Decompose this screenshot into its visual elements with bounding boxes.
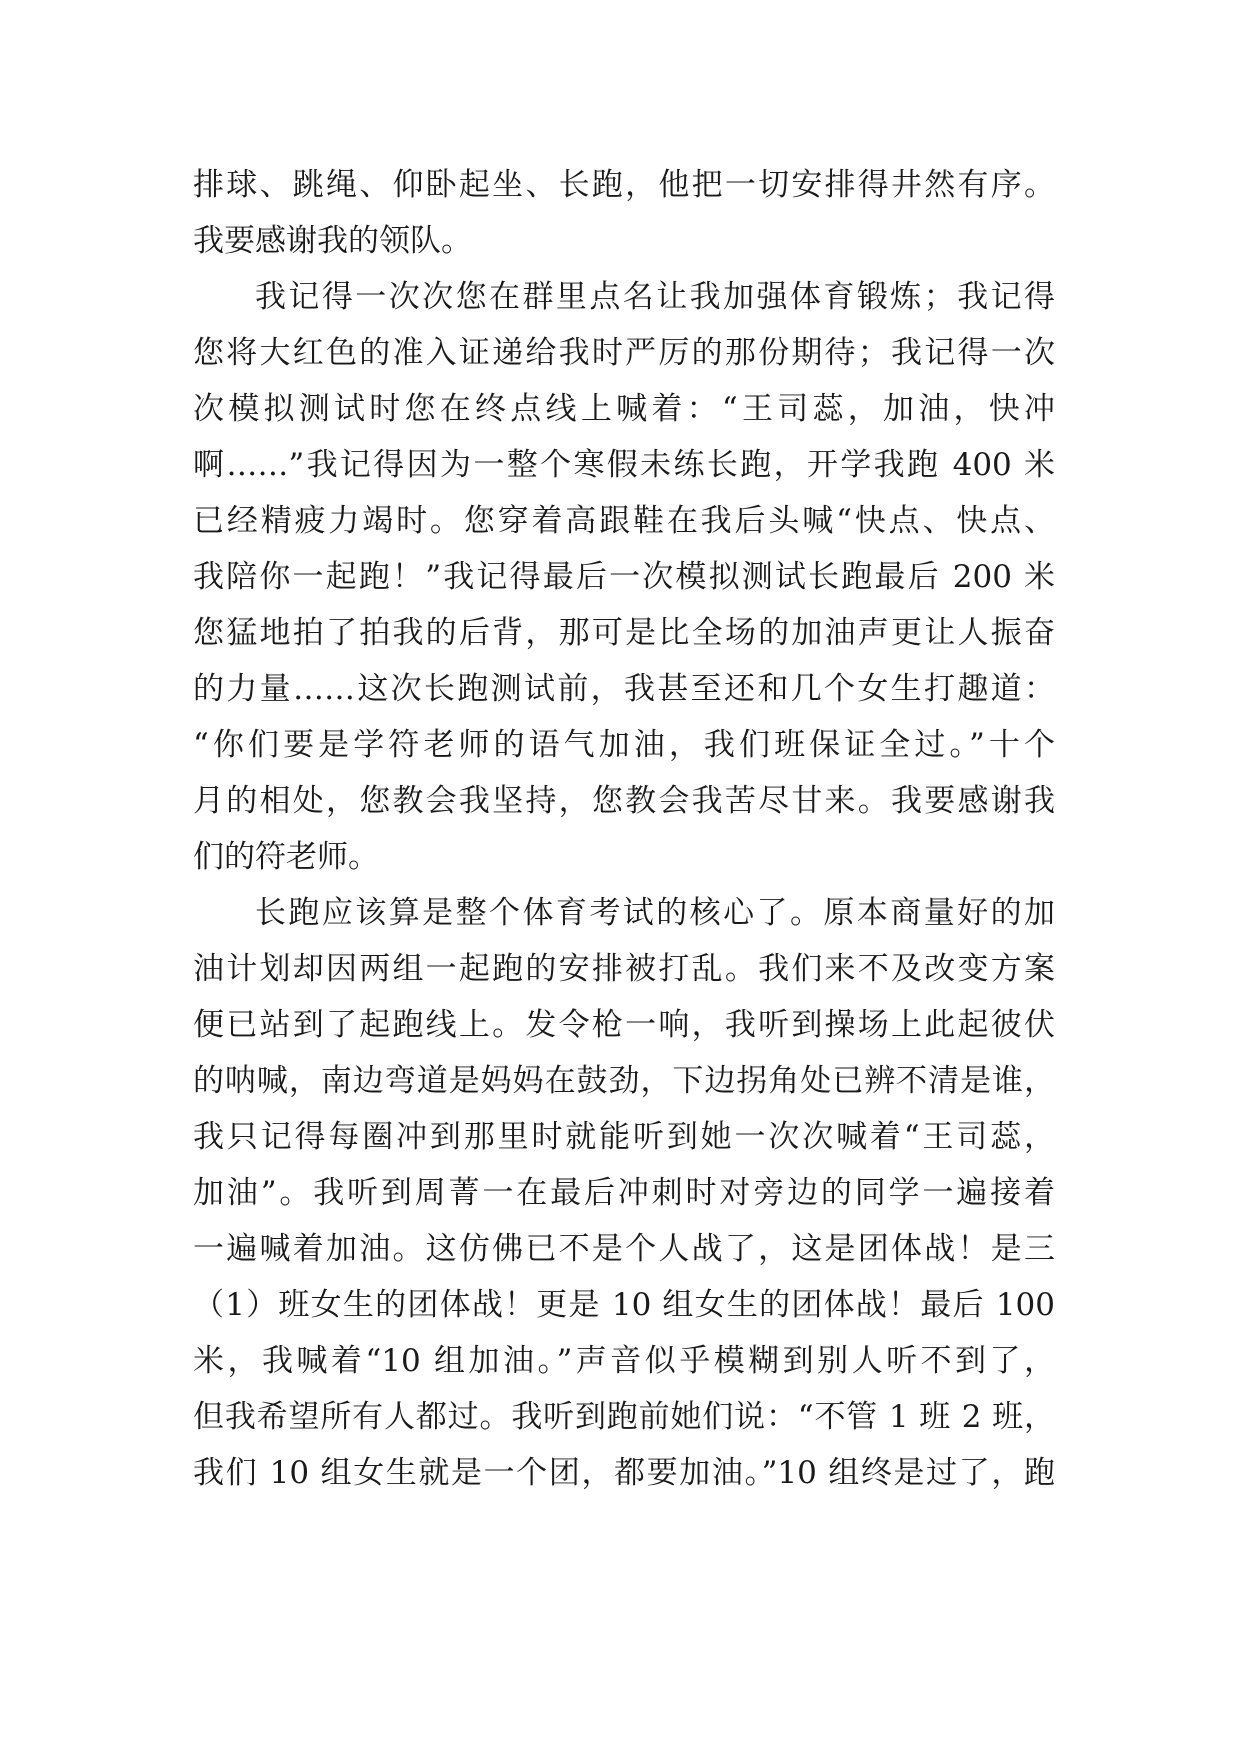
text-line-11: “你们要是学符老师的语气加油，我们班保证全过。”十个	[193, 727, 1055, 763]
text-line-19: 加油”。我听到周菁一在最后冲刺时对旁边的同学一遍接着	[193, 1175, 1055, 1211]
text-line-5: 次模拟测试时您在终点线上喊着：“王司蕊，加油，快冲	[193, 391, 1055, 427]
text-line-7: 已经精疲力竭时。您穿着高跟鞋在我后头喊“快点、快点、	[193, 503, 1055, 539]
text-line-16: 便已站到了起跑线上。发令枪一响，我听到操场上此起彼伏	[193, 1007, 1055, 1043]
text-line-21: （1）班女生的团体战！更是 10 组女生的团体战！最后 100	[193, 1287, 1055, 1323]
text-line-8: 我陪你一起跑！”我记得最后一次模拟测试长跑最后 200 米	[193, 559, 1055, 595]
text-line-23: 但我希望所有人都过。我听到跑前她们说：“不管 1 班 2 班，	[193, 1399, 1055, 1435]
text-line-6: 啊……”我记得因为一整个寒假未练长跑，开学我跑 400 米	[193, 447, 1055, 483]
text-line-1: 排球、跳绳、仰卧起坐、长跑，他把一切安排得井然有序。	[193, 167, 1055, 203]
text-line-4: 您将大红色的准入证递给我时严厉的那份期待；我记得一次	[193, 335, 1055, 371]
text-line-10: 的力量……这次长跑测试前，我甚至还和几个女生打趣道：	[193, 671, 1055, 707]
text-line-14: 长跑应该算是整个体育考试的核心了。原本商量好的加	[255, 895, 1055, 931]
text-line-2: 我要感谢我的领队。	[193, 223, 472, 259]
text-line-20: 一遍喊着加油。这仿佛已不是个人战了，这是团体战！是三	[193, 1231, 1055, 1267]
text-line-9: 您猛地拍了拍我的后背，那可是比全场的加油声更让人振奋	[193, 615, 1055, 651]
text-line-13: 们的符老师。	[193, 839, 379, 875]
text-line-15: 油计划却因两组一起跑的安排被打乱。我们来不及改变方案	[193, 951, 1055, 987]
text-line-3: 我记得一次次您在群里点名让我加强体育锻炼；我记得	[255, 279, 1055, 315]
text-line-12: 月的相处，您教会我坚持，您教会我苦尽甘来。我要感谢我	[193, 783, 1055, 819]
text-line-17: 的呐喊，南边弯道是妈妈在鼓劲，下边拐角处已辨不清是谁，	[193, 1063, 1055, 1099]
text-line-18: 我只记得每圈冲到那里时就能听到她一次次喊着“王司蕊，	[193, 1119, 1055, 1155]
text-line-24: 我们 10 组女生就是一个团，都要加油。”10 组终是过了，跑	[193, 1455, 1055, 1491]
text-line-22: 米，我喊着“10 组加油。”声音似乎模糊到别人听不到了，	[193, 1343, 1055, 1379]
